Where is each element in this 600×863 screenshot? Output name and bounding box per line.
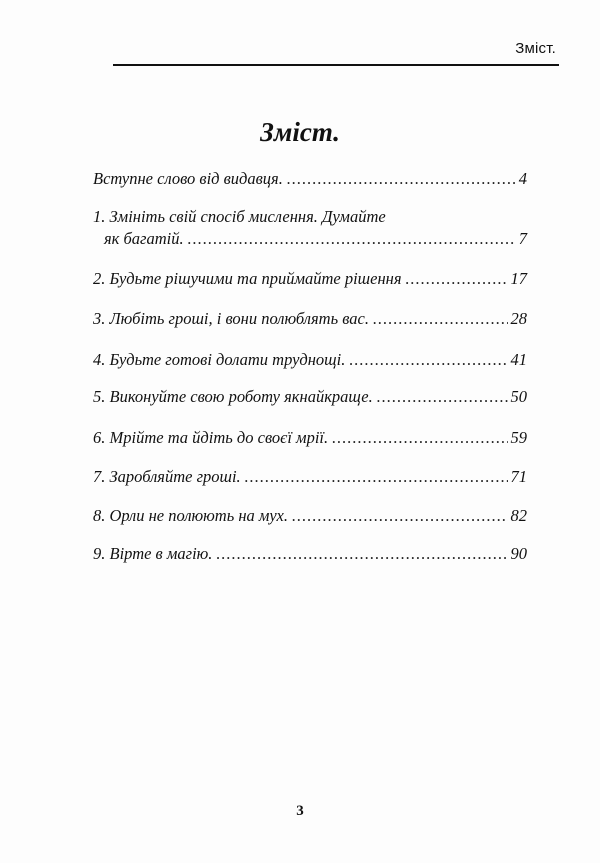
dot-leader [216, 543, 507, 565]
page-title: Зміст. [260, 117, 340, 147]
dot-leader [377, 386, 508, 408]
toc-entry-page: 17 [510, 269, 527, 288]
toc-entry-page: 41 [510, 350, 527, 369]
toc-entry-title: 4. Будьте готові долати труднощі. [93, 350, 346, 369]
toc-entry-page: 28 [510, 309, 527, 328]
toc-entry-page: 71 [510, 467, 527, 486]
dot-leader [245, 466, 508, 488]
toc-entry-page: 7 [518, 229, 527, 248]
dot-leader [349, 349, 507, 371]
toc-entry-title: 2. Будьте рішучими та приймайте рішення [93, 269, 402, 288]
toc-entry-page: 4 [518, 169, 527, 188]
toc-entry [93, 349, 527, 371]
header-rule [113, 64, 559, 66]
toc-entry-page: 59 [510, 428, 527, 447]
toc-entry-title: 5. Виконуйте свою роботу якнайкраще. [93, 387, 373, 406]
toc-entry [93, 386, 527, 408]
dot-leader [373, 308, 508, 330]
toc-entry [93, 206, 527, 250]
toc-entry [93, 466, 527, 488]
toc-entry-title: як багатій. [104, 229, 184, 248]
dot-leader [287, 168, 516, 190]
toc-entry-page: 50 [510, 387, 527, 406]
toc-entry-page: 82 [510, 506, 527, 525]
toc-entry-page: 90 [510, 544, 527, 563]
dot-leader [292, 505, 508, 527]
toc-entry [93, 168, 527, 190]
toc-entry [93, 268, 527, 290]
dot-leader [406, 268, 508, 290]
toc-entry-title: 9. Вірте в магію. [93, 544, 213, 563]
toc-entry [93, 427, 527, 449]
dot-leader [188, 228, 516, 250]
toc-entry-title: Вступне слово від видавця. [93, 169, 283, 188]
toc-entry-title: 7. Заробляйте гроші. [93, 467, 241, 486]
toc-entry-title: 8. Орли не полюють на мух. [93, 506, 288, 525]
toc-entry-title: 3. Любіть гроші, і вони полюблять вас. [93, 309, 369, 328]
toc-entry [93, 505, 527, 527]
toc-entry [93, 308, 527, 330]
page-number: 3 [296, 803, 304, 819]
dot-leader [332, 427, 507, 449]
toc-entry [93, 543, 527, 565]
running-header: Зміст. [515, 40, 556, 57]
toc-entry-title: 6. Мрійте та йдіть до своєї мрії. [93, 428, 329, 447]
toc-entry-title-line1: 1. Змініть свій спосіб мислення. Думайте [93, 207, 386, 226]
